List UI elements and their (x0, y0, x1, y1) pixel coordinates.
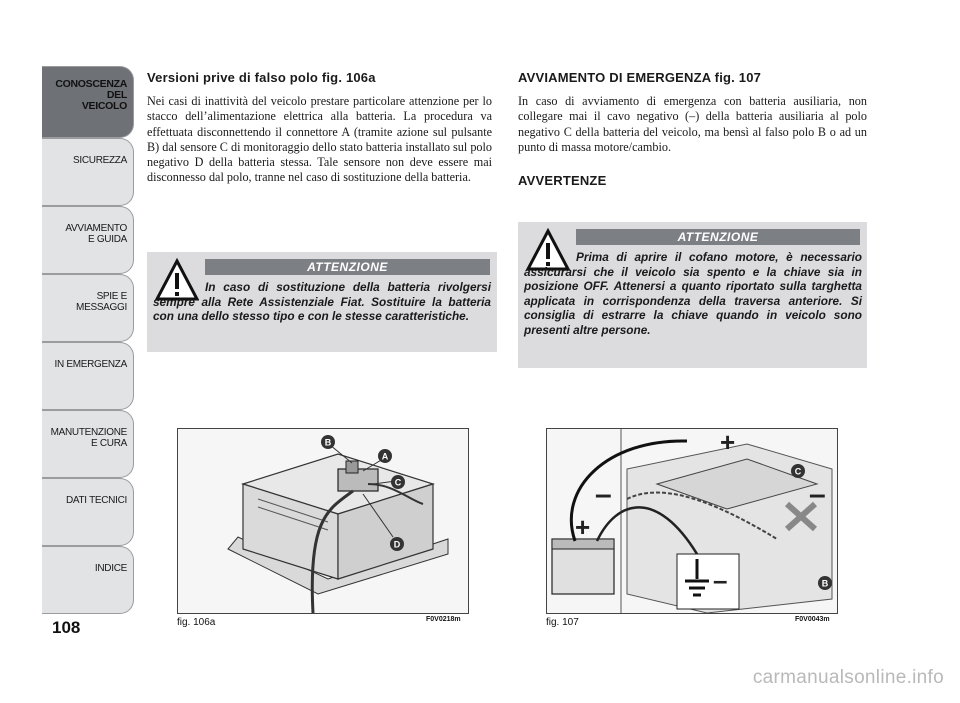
subsection-heading: AVVERTENZE (518, 173, 607, 189)
svg-text:C: C (794, 466, 802, 477)
warning-title: ATTENZIONE (576, 229, 860, 245)
plus-sign: + (720, 429, 736, 457)
tab-label: INDICE (94, 563, 127, 574)
tab-label: MANUTENZIONE E CURA (50, 427, 127, 449)
tab-label: SICUREZZA (73, 155, 127, 166)
figure-107 (546, 428, 838, 614)
tab-label: IN EMERGENZA (54, 359, 127, 370)
figure-caption: fig. 106a (177, 617, 216, 628)
tab-in-emergenza[interactable] (42, 342, 134, 410)
svg-text:A: A (381, 451, 389, 462)
section-heading: Versioni prive di falso polo fig. 106a (147, 70, 376, 85)
watermark: carmanualsonline.info (752, 667, 944, 688)
callout-c (791, 464, 805, 478)
page-number: 108 (52, 618, 81, 637)
svg-text:B: B (324, 437, 332, 448)
tab-conoscenza-del-veicolo[interactable] (42, 66, 134, 138)
tab-label: DATI TECNICI (65, 495, 127, 506)
tab-label: AVVIAMENTO E GUIDA (65, 223, 127, 245)
callout-a (378, 449, 392, 463)
svg-text:D: D (393, 539, 401, 550)
left-column (147, 70, 492, 186)
tab-avviamento-e-guida[interactable] (42, 206, 134, 274)
plus-sign: + (575, 512, 591, 542)
jump-start-illustration (547, 429, 837, 613)
warning-title: ATTENZIONE (205, 259, 490, 275)
warning-box-left (147, 252, 497, 352)
warning-text: In caso di sostituzione della batteria rivolgersi sempre alla Rete Assistenziale Fiat. Sostituire la batteria con una dello stesso tipo e con le stesse caratteristiche. (153, 280, 491, 323)
body-text: Nei casi di inattività del veicolo prestare particolare attenzione per lo stacco dell’alimentazione elettrica alla batteria. La procedura va effettuata disconnettendo il connettore A (tramite azione sul pulsante B) dal sensore C di monitoraggio dello stato batteria installato sul polo negativo D della batteria stessa. Tale sensore non deve essere mai disconnesso dal polo, tranne nel caso di sostituzione della batteria. (147, 94, 492, 185)
figure-caption: fig. 107 (546, 617, 579, 628)
svg-text:C: C (394, 477, 402, 488)
right-column (518, 70, 867, 197)
warning-text: Prima di aprire il cofano motore, è necessario assicurarsi che il veicolo sia spento e la chiave sia in posizione OFF. Attenersi a quanto riportato sulla targhetta applicata in corrispondenza della traversa anteriore. Si consiglia di estrarre la chiave quando in veicolo sono presenti altre persone. (524, 250, 862, 337)
callout-b (321, 435, 335, 449)
tab-label: CONOSCENZA DEL VEICOLO (55, 78, 127, 112)
battery-illustration (178, 429, 468, 613)
minus-sign: – (595, 478, 612, 511)
figure-code: F0V0218m (426, 616, 461, 623)
figure-code: F0V0043m (795, 616, 830, 623)
chapter-sidebar (42, 66, 134, 614)
body-text: In caso di avviamento di emergenza con batteria ausiliaria, non collegare mai il cavo negativo (–) della batteria ausiliaria al polo negativo C della batteria del veicolo, ma bensì al falso polo B o ad un punto di massa motore/cambio. (518, 94, 867, 154)
callout-d (390, 537, 404, 551)
callout-c (391, 475, 405, 489)
minus-sign: – (809, 478, 826, 511)
callout-b (818, 576, 832, 590)
tab-indice[interactable] (42, 546, 134, 614)
svg-text:B: B (821, 578, 829, 589)
tab-dati-tecnici[interactable] (42, 478, 134, 546)
minus-sign: – (713, 565, 728, 595)
tab-label: SPIE E MESSAGGI (76, 291, 127, 313)
tab-sicurezza[interactable] (42, 138, 134, 206)
tab-spie-e-messaggi[interactable] (42, 274, 134, 342)
section-heading: AVVIAMENTO DI EMERGENZA fig. 107 (518, 70, 762, 85)
tab-manutenzione-e-cura[interactable] (42, 410, 134, 478)
figure-106a (177, 428, 469, 614)
warning-box-right (518, 222, 867, 368)
